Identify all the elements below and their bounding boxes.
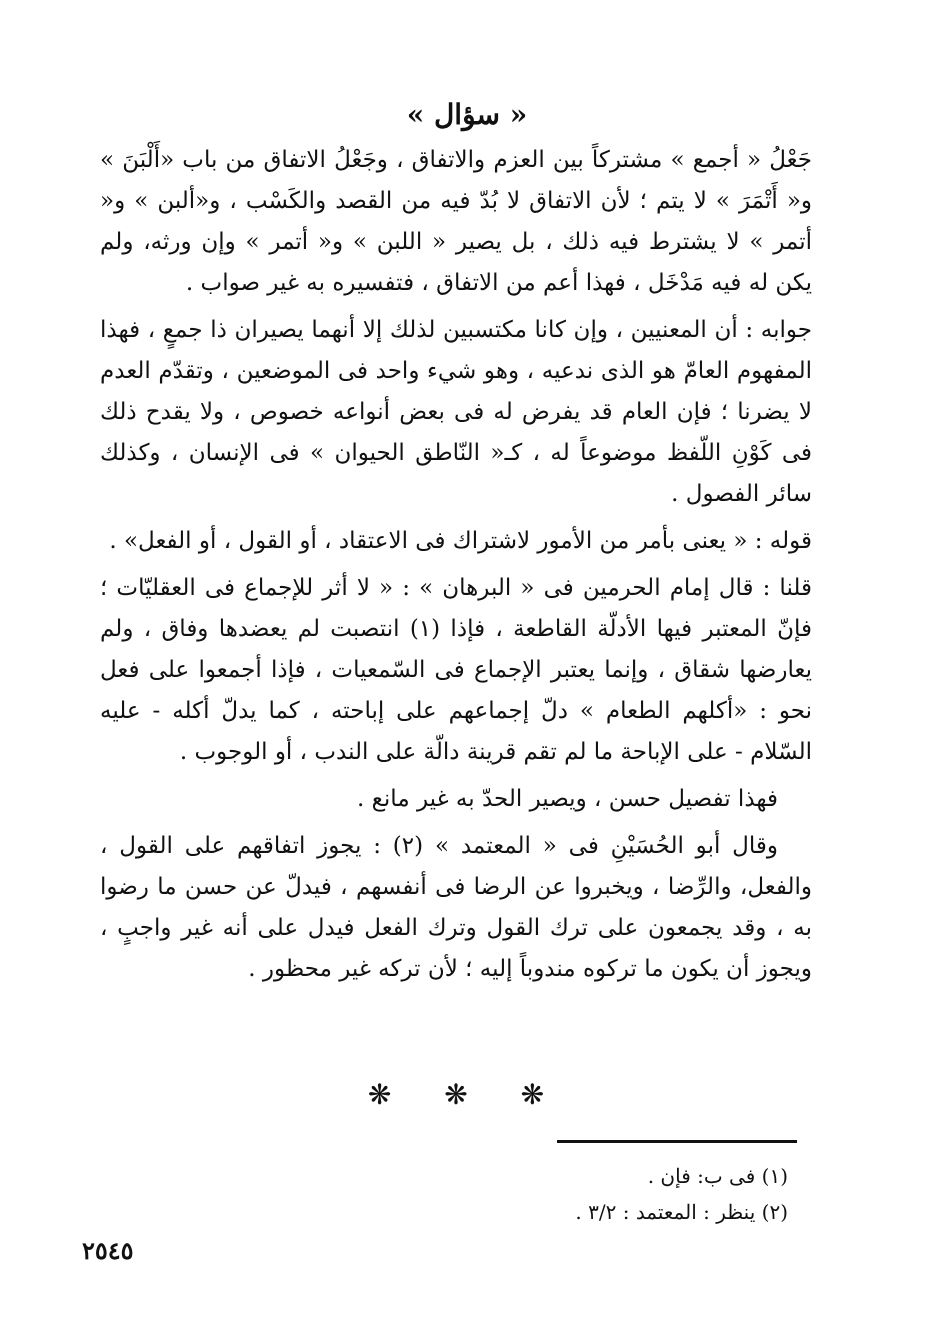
paragraph-quote: قوله : « يعنى بأمر من الأمور لاشتراك فى الاعتقاد ، أو القول ، أو الفعل» .	[109, 528, 812, 554]
paragraph-reply: قلنا : قال إمام الحرمين فى « البرهان » : « لا أثر للإجماع فى العقليّات ؛ فإنّ المعتبر فيها الأدلّة القاطعة ، فإذا (١) انتصبت لم يعضدها وفاق ، ولم يعارضها شقاق ، وإنما يعتبر الإجماع فى السّمعيات ، فإذا أجمعوا على فعل نحو : «أكلهم الطعام » دلّ إجماعهم على إباحته ، كما يدلّ أكله - عليه السّلام - على الإباحة ما لم تقم قرينة دالّة على الندب ، أو الوجوب .	[100, 575, 813, 765]
footnotes	[400, 1158, 788, 1230]
section-heading: « سؤال »	[406, 98, 528, 131]
body-text	[100, 140, 812, 990]
footnote-rule	[557, 1140, 797, 1143]
paragraph-question: جَعْلُ « أجمع » مشتركاً بين العزم والاتفاق ، وجَعْلُ الاتفاق من باب «أَلْبَنَ » و« أَتْمَرَ » لا يتم ؛ لأن الاتفاق لا بُدّ فيه من القصد والكَسْب ، و«ألبن » و« أتمر » لا يشترط فيه ذلك ، بل يصير « اللبن » و« أتمر » وإن ورثه، ولم يكن له فيه مَدْخَل ، فهذا أعم من الاتفاق ، فتفسيره به غير صواب .	[100, 147, 812, 296]
paragraph-comment: فهذا تفصيل حسن ، ويصير الحدّ به غير مانع .	[357, 786, 778, 812]
footnote-1: (١) فى ب: فإن .	[647, 1164, 788, 1188]
page-number: ٢٥٤٥	[82, 1236, 134, 1265]
paragraph-abu-al-husayn: وقال أبو الحُسَيْنِ فى « المعتمد » (٢) : يجوز اتفاقهم على القول ، والفعل، والرِّضا ، ويخبروا عن الرضا فى أنفسهم ، فيدلّ عن حسن ما رضوا به ، وقد يجمعون على ترك القول وترك الفعل فيدل على أنه غير واجبٍ ، ويجوز أن يكون ما تركوه مندوباً إليه ؛ لأن تركه غير محظور .	[100, 833, 812, 982]
footnote-2: (٢) ينظر : المعتمد : ٣/٢ .	[575, 1200, 788, 1224]
section-divider-stars: ❋ ❋ ❋	[367, 1078, 567, 1111]
paragraph-answer: جوابه : أن المعنيين ، وإن كانا مكتسبين لذلك إلا أنهما يصيران ذا جمعٍ ، فهذا المفهوم العامّ هو الذى ندعيه ، وهو شيء واحد فى الموضعين ، وتقدّم العدم لا يضرنا ؛ فإن العام قد يفرض له فى بعض أنواعه خصوص ، ولا يقدح ذلك فى كَوْنِ اللّفظ موضوعاً له ، كـ« النّاطق الحيوان » فى الإنسان ، وكذلك سائر الفصول .	[100, 317, 813, 507]
